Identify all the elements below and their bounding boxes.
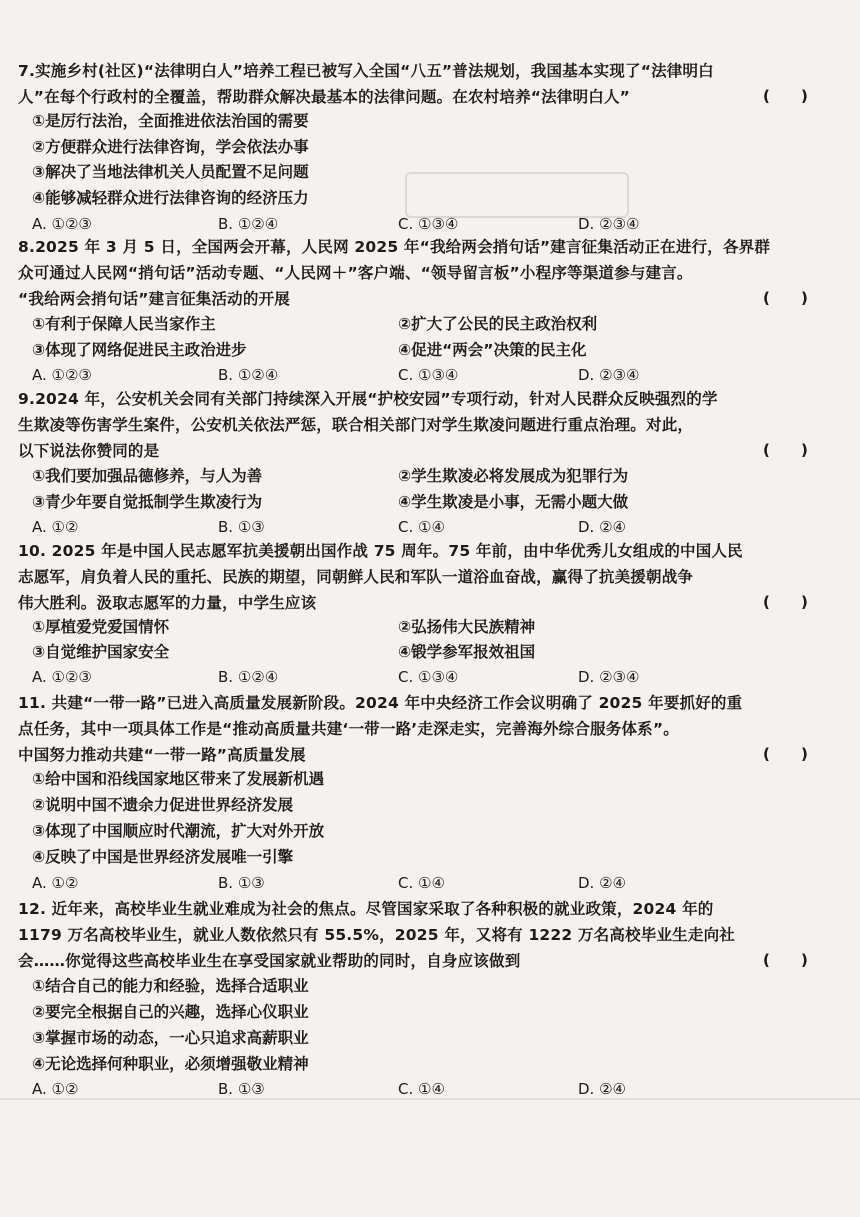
answer-bracket: ( ) [762,593,808,611]
q9-option-3: ③青少年要自觉抵制学生欺凌行为 [32,493,263,511]
answer-bracket: ( ) [762,289,808,307]
q12-option-1: ①结合自己的能力和经验，选择合适职业 [32,977,309,995]
question-10 [18,538,808,616]
answer-bracket: ( ) [762,745,808,763]
answer-bracket: ( ) [762,441,808,459]
q8-option-3: ③体现了网络促进民主政治进步 [32,341,247,359]
q10-choice-a: A. ①②③ [32,668,92,686]
q7-choice-c: C. ①③④ [398,215,459,233]
q7-option-3: ③解决了当地法律机关人员配置不足问题 [32,163,309,181]
q11-option-1: ①给中国和沿线国家地区带来了发展新机遇 [32,770,325,788]
question-8-stem-line: 8.2025 年 3 月 5 日，全国两会开幕，人民网 2025 年“我给两会捎句话”建言征集活动正在进行，各界群 [18,238,771,256]
question-9-stem-line: 9.2024 年，公安机关会同有关部门持续深入开展“护校安园”专项行动，针对人民群众反映强烈的学 [18,390,718,408]
question-7 [18,58,808,110]
question-9 [18,386,808,464]
q10-choice-b: B. ①②④ [218,668,279,686]
q8-option-2: ②扩大了公民的民主政治权利 [398,315,598,333]
bleed-through-stamp [405,172,629,218]
q11-option-3: ③体现了中国顺应时代潮流，扩大对外开放 [32,822,325,840]
q10-option-1: ①厚植爱党爱国情怀 [32,618,170,636]
q11-option-4: ④反映了中国是世界经济发展唯一引擎 [32,848,294,866]
q11-choice-b: B. ①③ [218,874,265,892]
question-12 [18,896,808,974]
q11-choice-a: A. ①② [32,874,79,892]
q9-choice-b: B. ①③ [218,518,265,536]
q7-choice-d: D. ②③④ [578,215,640,233]
q12-choice-a: A. ①② [32,1080,79,1098]
q7-option-4: ④能够减轻群众进行法律咨询的经济压力 [32,189,309,207]
q11-choice-c: C. ①④ [398,874,445,892]
answer-bracket: ( ) [762,951,808,969]
q10-option-3: ③自觉维护国家安全 [32,643,170,661]
q12-choice-d: D. ②④ [578,1080,626,1098]
q9-option-2: ②学生欺凌必将发展成为犯罪行为 [398,467,629,485]
q7-choice-b: B. ①②④ [218,215,279,233]
question-8-stem-line: 众可通过人民网“捎句话”活动专题、“人民网＋”客户端、“领导留言板”小程序等渠道参与建言。 [18,264,693,282]
q8-option-4: ④促进“两会”决策的民主化 [398,341,587,359]
question-11-stem-line: 11. 共建“一带一路”已进入高质量发展新阶段。2024 年中央经济工作会议明确了 2025 年要抓好的重 [18,694,743,712]
q9-choice-d: D. ②④ [578,518,626,536]
q7-option-2: ②方便群众进行法律咨询，学会依法办事 [32,138,309,156]
q10-option-2: ②弘扬伟大民族精神 [398,618,536,636]
question-11-stem [18,690,798,768]
question-10-stem [18,538,798,616]
question-8 [18,234,808,312]
question-7-stem-line: 人”在每个行政村的全覆盖，帮助群众解决最基本的法律问题。在农村培养“法律明白人” [18,88,631,106]
question-9-stem-line: 以下说法你赞同的是 [18,442,160,460]
q8-choice-c: C. ①③④ [398,366,459,384]
q9-choice-c: C. ①④ [398,518,445,536]
q12-option-2: ②要完全根据自己的兴趣，选择心仪职业 [32,1003,309,1021]
q11-option-2: ②说明中国不遗余力促进世界经济发展 [32,796,294,814]
q9-option-1: ①我们要加强品德修养，与人为善 [32,467,263,485]
question-11-stem-line: 点任务，其中一项具体工作是“推动高质量共建‘一带一路’走深走实，完善海外综合服务体系”。 [18,720,679,738]
question-8-stem-line: “我给两会捎句话”建言征集活动的开展 [18,290,290,308]
q8-choice-b: B. ①②④ [218,366,279,384]
question-11-stem-line: 中国努力推动共建“一带一路”高质量发展 [18,746,306,764]
q10-option-4: ④锻学参军报效祖国 [398,643,536,661]
q7-choice-a: A. ①②③ [32,215,92,233]
q9-choice-a: A. ①② [32,518,79,536]
q12-option-3: ③掌握市场的动态，一心只追求高薪职业 [32,1029,309,1047]
question-8-stem [18,234,798,312]
question-12-stem-line: 1179 万名高校毕业生，就业人数依然只有 55.5%，2025 年，又将有 1222 万名高校毕业生走向社 [18,926,735,944]
question-10-stem-line: 10. 2025 年是中国人民志愿军抗美援朝出国作战 75 周年。75 年前，由中华优秀儿女组成的中国人民 [18,542,743,560]
question-9-stem [18,386,798,464]
answer-bracket: ( ) [762,87,808,105]
question-10-stem-line: 志愿军，肩负着人民的重托、民族的期望，同朝鲜人民和军队一道浴血奋战，赢得了抗美援朝战争 [18,568,694,586]
question-7-stem [18,58,798,110]
question-10-stem-line: 伟大胜利。汲取志愿军的力量，中学生应该 [18,594,317,612]
q12-choice-b: B. ①③ [218,1080,265,1098]
q10-choice-c: C. ①③④ [398,668,459,686]
q12-option-4: ④无论选择何种职业，必须增强敬业精神 [32,1055,309,1073]
q8-option-1: ①有利于保障人民当家作主 [32,315,216,333]
q8-choice-d: D. ②③④ [578,366,640,384]
q10-choice-d: D. ②③④ [578,668,640,686]
q8-choice-a: A. ①②③ [32,366,92,384]
question-11 [18,690,808,768]
q9-option-4: ④学生欺凌是小事，无需小题大做 [398,493,629,511]
question-12-stem [18,896,798,974]
question-7-stem-line: 7.实施乡村(社区)“法律明白人”培养工程已被写入全国“八五”普法规划，我国基本实现了“法律明白 [18,62,714,80]
question-12-stem-line: 会……你觉得这些高校毕业生在享受国家就业帮助的同时，自身应该做到 [18,952,521,970]
question-12-stem-line: 12. 近年来，高校毕业生就业难成为社会的焦点。尽管国家采取了各种积极的就业政策，2024 年的 [18,900,714,918]
q12-choice-c: C. ①④ [398,1080,445,1098]
q11-choice-d: D. ②④ [578,874,626,892]
question-9-stem-line: 生欺凌等伤害学生案件，公安机关依法严惩，联合相关部门对学生欺凌问题进行重点治理。对此， [18,416,694,434]
q7-option-1: ①是厉行法治，全面推进依法治国的需要 [32,112,309,130]
